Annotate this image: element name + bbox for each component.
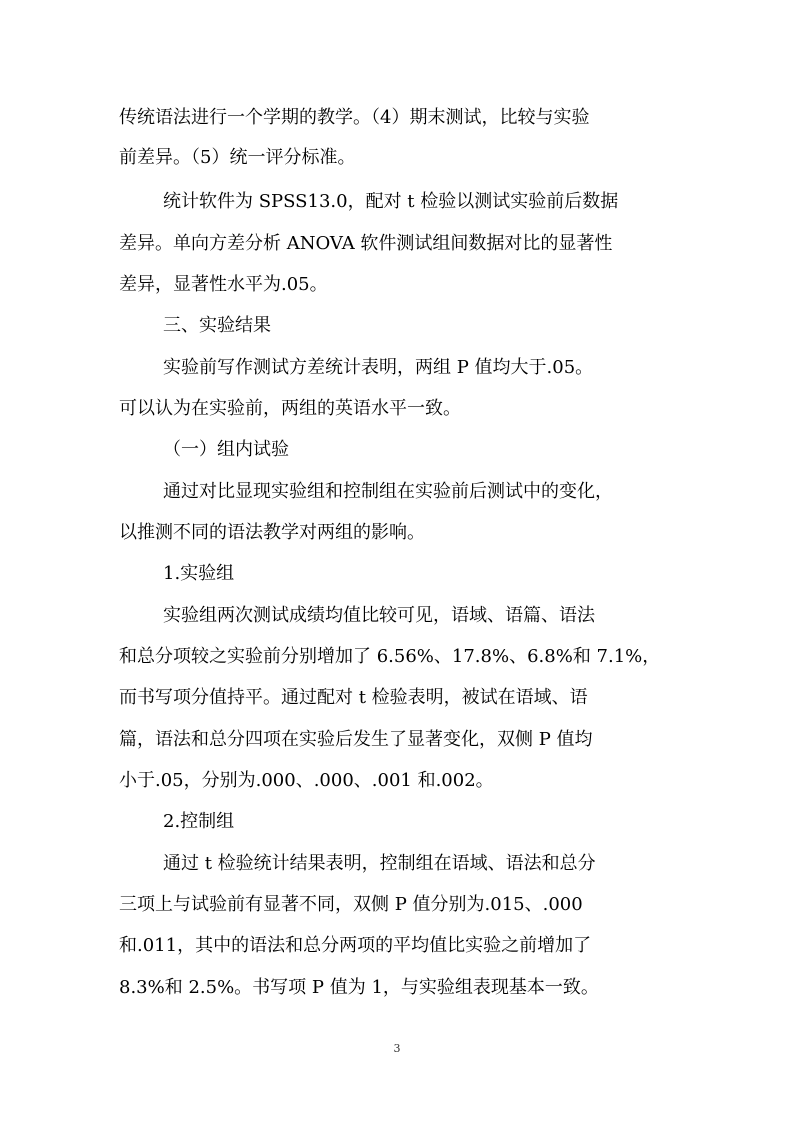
subsection-heading: （一）组内试验 [163, 439, 289, 460]
subsection-heading: 2.控制组 [163, 811, 235, 832]
text-line: 小于.05，分别为.000、.000、.001 和.002。 [119, 770, 494, 791]
text-line: 差异。单向方差分析 ANOVA 软件测试组间数据对比的显著性 [119, 233, 613, 254]
page-number: 3 [393, 1042, 401, 1055]
text-line: 统计软件为 SPSS13.0，配对 t 检验以测试实验前后数据 [163, 191, 619, 212]
text-line: 前差异。（5）统一评分标准。 [119, 147, 356, 168]
text-line: 实验前写作测试方差统计表明，两组 P 值均大于.05。 [163, 357, 594, 378]
text-line: 传统语法进行一个学期的教学。（4）期末测试，比较与实验 [119, 107, 590, 128]
text-line: 通过对比显现实验组和控制组在实验前后测试中的变化， [163, 481, 613, 502]
text-line: 和总分项较之实验前分别增加了 6.56%、17.8%、6.8%和 7.1%， [119, 646, 661, 667]
text-line: 可以认为在实验前，两组的英语水平一致。 [119, 398, 461, 419]
text-line: 篇，语法和总分四项在实验后发生了显著变化，双侧 P 值均 [119, 729, 593, 750]
text-line: 以推测不同的语法教学对两组的影响。 [119, 522, 425, 543]
text-line: 通过 t 检验统计结果表明，控制组在语域、语法和总分 [163, 853, 596, 874]
text-line: 而书写项分值持平。通过配对 t 检验表明，被试在语域、语 [119, 687, 588, 708]
text-line: 8.3%和 2.5%。书写项 P 值为 1，与实验组表现基本一致。 [119, 977, 599, 998]
subsection-heading: 1.实验组 [163, 563, 235, 584]
text-line: 和.011，其中的语法和总分两项的平均值比实验之前增加了 [119, 935, 592, 956]
section-heading: 三、实验结果 [163, 315, 271, 336]
text-line: 实验组两次测试成绩均值比较可见，语域、语篇、语法 [163, 605, 595, 626]
text-line: 差异，显著性水平为.05。 [119, 274, 328, 295]
text-line: 三项上与试验前有显著不同，双侧 P 值分别为.015、.000 [119, 894, 583, 915]
